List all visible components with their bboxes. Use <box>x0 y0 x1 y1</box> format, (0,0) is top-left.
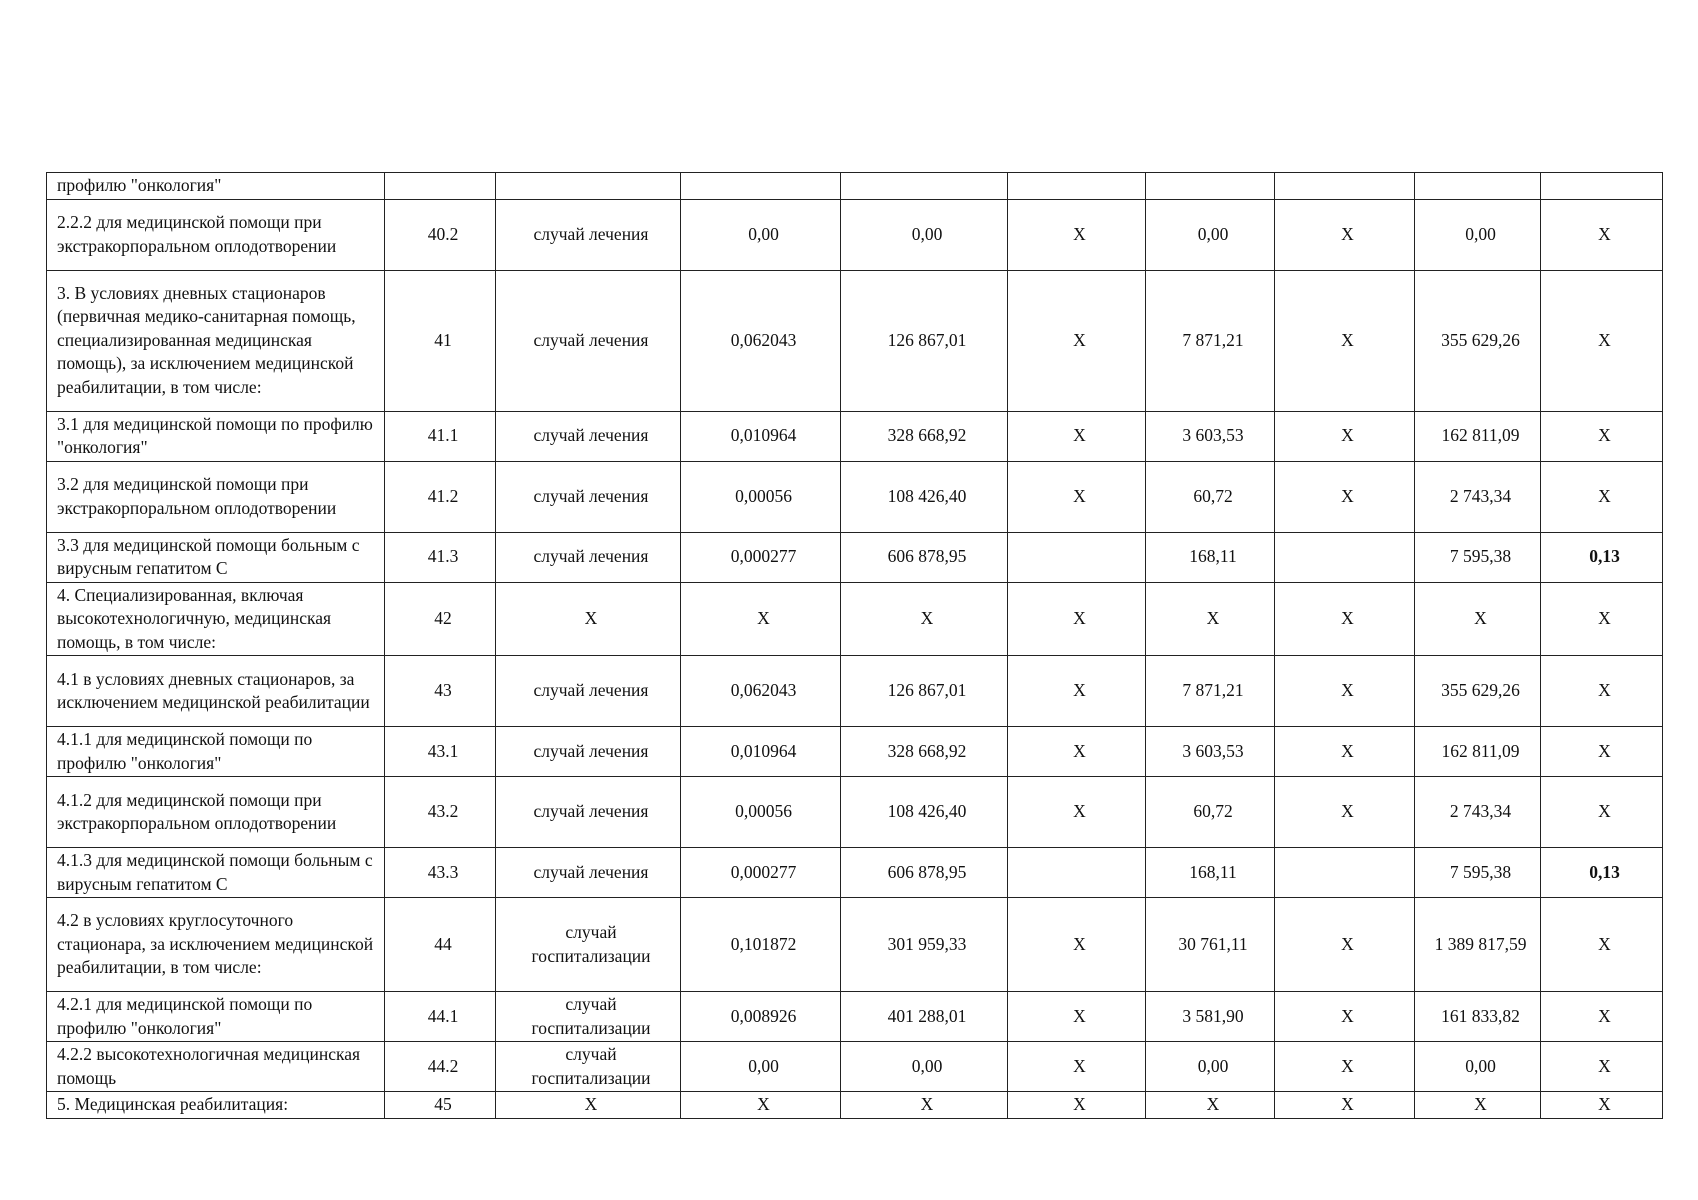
row-value-cell: 60,72 <box>1146 461 1275 532</box>
row-value-cell: 328 668,92 <box>841 727 1008 777</box>
row-value-cell: X <box>1008 1042 1146 1092</box>
row-value-cell: X <box>1275 898 1415 992</box>
table-row <box>47 270 1663 411</box>
row-value-cell: X <box>1275 992 1415 1042</box>
row-value-cell: 1 389 817,59 <box>1415 898 1541 992</box>
row-value-cell: X <box>1008 777 1146 848</box>
row-code-cell: 41.3 <box>385 532 496 582</box>
row-unit-cell: случай лечения <box>496 532 681 582</box>
row-name-cell: 4.1.3 для медицинской помощи больным с вирусным гепатитом С <box>47 848 385 898</box>
row-unit-cell: случай лечения <box>496 270 681 411</box>
row-value-cell: X <box>1415 1092 1541 1119</box>
row-unit-cell: случай госпитализации <box>496 898 681 992</box>
row-value-cell: 108 426,40 <box>841 777 1008 848</box>
row-code-cell: 41.1 <box>385 411 496 461</box>
row-value-cell: X <box>1275 461 1415 532</box>
row-code-cell <box>385 173 496 200</box>
row-value-cell: 0,13 <box>1541 532 1663 582</box>
row-unit-cell: случай лечения <box>496 461 681 532</box>
row-value-cell: 0,000277 <box>681 848 841 898</box>
row-value-cell: 7 871,21 <box>1146 656 1275 727</box>
row-name-cell: 3.1 для медицинской помощи по профилю "онкология" <box>47 411 385 461</box>
row-value-cell: X <box>1275 1042 1415 1092</box>
row-unit-cell: случай госпитализации <box>496 1042 681 1092</box>
row-value-cell: 0,062043 <box>681 656 841 727</box>
row-value-cell: 2 743,34 <box>1415 461 1541 532</box>
row-value-cell <box>1275 532 1415 582</box>
row-value-cell <box>841 173 1008 200</box>
row-value-cell: X <box>1275 777 1415 848</box>
row-value-cell: X <box>1541 1092 1663 1119</box>
row-name-cell: 5. Медицинская реабилитация: <box>47 1092 385 1119</box>
table-row <box>47 199 1663 270</box>
row-unit-cell: случай лечения <box>496 411 681 461</box>
row-value-cell: X <box>1008 411 1146 461</box>
row-value-cell <box>1146 173 1275 200</box>
row-value-cell: 3 603,53 <box>1146 411 1275 461</box>
row-unit-cell: случай лечения <box>496 199 681 270</box>
row-value-cell: 0,010964 <box>681 727 841 777</box>
table-row <box>47 848 1663 898</box>
row-code-cell: 43.3 <box>385 848 496 898</box>
row-value-cell: X <box>1275 656 1415 727</box>
row-value-cell: 108 426,40 <box>841 461 1008 532</box>
row-value-cell: X <box>1008 656 1146 727</box>
row-code-cell: 41.2 <box>385 461 496 532</box>
row-code-cell: 45 <box>385 1092 496 1119</box>
table-row <box>47 898 1663 992</box>
row-value-cell: 301 959,33 <box>841 898 1008 992</box>
row-value-cell: X <box>1275 582 1415 656</box>
row-code-cell: 44 <box>385 898 496 992</box>
row-value-cell: X <box>1275 1092 1415 1119</box>
table-row <box>47 992 1663 1042</box>
row-value-cell: X <box>1008 270 1146 411</box>
row-value-cell: X <box>1008 1092 1146 1119</box>
row-value-cell: 0,00 <box>681 199 841 270</box>
row-name-cell: 4.1 в условиях дневных стационаров, за исключением медицинской реабилитации <box>47 656 385 727</box>
row-name-cell: 4.1.2 для медицинской помощи при экстракорпоральном оплодотворении <box>47 777 385 848</box>
row-name-cell: 2.2.2 для медицинской помощи при экстракорпоральном оплодотворении <box>47 199 385 270</box>
row-value-cell: X <box>1008 898 1146 992</box>
row-name-cell: профилю "онкология" <box>47 173 385 200</box>
row-value-cell: X <box>1541 461 1663 532</box>
table-row <box>47 173 1663 200</box>
row-name-cell: 3. В условиях дневных стационаров (первичная медико-санитарная помощь, специализированная медицинская помощь), за исключением медицинской реабилитации, в том числе: <box>47 270 385 411</box>
row-code-cell: 41 <box>385 270 496 411</box>
row-value-cell: 0,00 <box>841 1042 1008 1092</box>
row-value-cell: 7 595,38 <box>1415 532 1541 582</box>
row-value-cell: X <box>1008 582 1146 656</box>
row-value-cell <box>1541 173 1663 200</box>
row-value-cell: 162 811,09 <box>1415 727 1541 777</box>
row-value-cell: X <box>841 1092 1008 1119</box>
row-value-cell: 161 833,82 <box>1415 992 1541 1042</box>
row-value-cell: X <box>681 1092 841 1119</box>
row-value-cell: 0,13 <box>1541 848 1663 898</box>
table-row <box>47 727 1663 777</box>
table-row <box>47 582 1663 656</box>
table-row <box>47 1092 1663 1119</box>
row-value-cell <box>1415 173 1541 200</box>
row-value-cell: X <box>1008 992 1146 1042</box>
row-value-cell: 328 668,92 <box>841 411 1008 461</box>
row-unit-cell <box>496 173 681 200</box>
row-unit-cell: случай лечения <box>496 727 681 777</box>
row-value-cell <box>1008 848 1146 898</box>
row-name-cell: 4.2.2 высокотехнологичная медицинская помощь <box>47 1042 385 1092</box>
row-value-cell: X <box>1541 898 1663 992</box>
row-value-cell: X <box>1541 777 1663 848</box>
table-row <box>47 656 1663 727</box>
row-value-cell: X <box>1541 270 1663 411</box>
table-row <box>47 777 1663 848</box>
row-unit-cell: случай лечения <box>496 848 681 898</box>
row-name-cell: 4.2.1 для медицинской помощи по профилю "онкология" <box>47 992 385 1042</box>
row-value-cell: 3 603,53 <box>1146 727 1275 777</box>
row-value-cell: 0,008926 <box>681 992 841 1042</box>
row-unit-cell: случай лечения <box>496 656 681 727</box>
row-value-cell: 0,00 <box>841 199 1008 270</box>
row-value-cell: X <box>1008 461 1146 532</box>
row-value-cell: X <box>1541 582 1663 656</box>
row-value-cell: 355 629,26 <box>1415 656 1541 727</box>
row-unit-cell: X <box>496 582 681 656</box>
row-value-cell: X <box>1275 270 1415 411</box>
table-row <box>47 461 1663 532</box>
data-table <box>46 172 1663 1119</box>
row-value-cell: X <box>841 582 1008 656</box>
row-value-cell: 7 871,21 <box>1146 270 1275 411</box>
row-value-cell: 606 878,95 <box>841 848 1008 898</box>
row-value-cell <box>1275 173 1415 200</box>
table-row <box>47 411 1663 461</box>
row-value-cell <box>1008 173 1146 200</box>
row-value-cell: 0,00056 <box>681 777 841 848</box>
row-value-cell: 0,00056 <box>681 461 841 532</box>
row-value-cell: 126 867,01 <box>841 270 1008 411</box>
row-value-cell <box>1275 848 1415 898</box>
row-value-cell: X <box>681 582 841 656</box>
table-row <box>47 532 1663 582</box>
row-code-cell: 44.2 <box>385 1042 496 1092</box>
row-value-cell: 606 878,95 <box>841 532 1008 582</box>
row-value-cell: 0,00 <box>1415 199 1541 270</box>
row-value-cell: X <box>1541 1042 1663 1092</box>
row-value-cell: 126 867,01 <box>841 656 1008 727</box>
row-name-cell: 3.3 для медицинской помощи больным с вирусным гепатитом С <box>47 532 385 582</box>
row-value-cell: 0,062043 <box>681 270 841 411</box>
row-value-cell: 2 743,34 <box>1415 777 1541 848</box>
row-value-cell: X <box>1008 727 1146 777</box>
row-value-cell: X <box>1541 727 1663 777</box>
table-body <box>47 173 1663 1119</box>
row-name-cell: 4.2 в условиях круглосуточного стационара, за исключением медицинской реабилитации, в том числе: <box>47 898 385 992</box>
row-value-cell: 3 581,90 <box>1146 992 1275 1042</box>
row-code-cell: 44.1 <box>385 992 496 1042</box>
row-code-cell: 43.1 <box>385 727 496 777</box>
row-value-cell: 401 288,01 <box>841 992 1008 1042</box>
row-value-cell: X <box>1275 727 1415 777</box>
row-unit-cell: случай лечения <box>496 777 681 848</box>
row-unit-cell: случай госпитализации <box>496 992 681 1042</box>
row-value-cell: 0,00 <box>1415 1042 1541 1092</box>
row-value-cell: 60,72 <box>1146 777 1275 848</box>
row-value-cell: 0,00 <box>1146 1042 1275 1092</box>
row-value-cell: 162 811,09 <box>1415 411 1541 461</box>
row-value-cell: X <box>1146 1092 1275 1119</box>
row-name-cell: 4. Специализированная, включая высокотехнологичную, медицинская помощь, в том числе: <box>47 582 385 656</box>
row-value-cell: 168,11 <box>1146 532 1275 582</box>
row-value-cell: 30 761,11 <box>1146 898 1275 992</box>
row-value-cell <box>1008 532 1146 582</box>
row-value-cell: X <box>1275 411 1415 461</box>
row-value-cell: 0,00 <box>1146 199 1275 270</box>
row-code-cell: 43 <box>385 656 496 727</box>
row-unit-cell: X <box>496 1092 681 1119</box>
row-value-cell: X <box>1541 411 1663 461</box>
row-code-cell: 40.2 <box>385 199 496 270</box>
row-value-cell: X <box>1275 199 1415 270</box>
row-value-cell: X <box>1541 199 1663 270</box>
row-value-cell: X <box>1541 656 1663 727</box>
row-value-cell: 0,010964 <box>681 411 841 461</box>
row-value-cell: X <box>1415 582 1541 656</box>
row-value-cell <box>681 173 841 200</box>
row-value-cell: 168,11 <box>1146 848 1275 898</box>
row-value-cell: X <box>1008 199 1146 270</box>
row-value-cell: 0,000277 <box>681 532 841 582</box>
table-row <box>47 1042 1663 1092</box>
row-value-cell: 0,101872 <box>681 898 841 992</box>
row-value-cell: 0,00 <box>681 1042 841 1092</box>
row-code-cell: 42 <box>385 582 496 656</box>
row-name-cell: 4.1.1 для медицинской помощи по профилю "онкология" <box>47 727 385 777</box>
row-code-cell: 43.2 <box>385 777 496 848</box>
row-value-cell: X <box>1146 582 1275 656</box>
row-value-cell: 7 595,38 <box>1415 848 1541 898</box>
row-value-cell: X <box>1541 992 1663 1042</box>
row-value-cell: 355 629,26 <box>1415 270 1541 411</box>
row-name-cell: 3.2 для медицинской помощи при экстракорпоральном оплодотворении <box>47 461 385 532</box>
